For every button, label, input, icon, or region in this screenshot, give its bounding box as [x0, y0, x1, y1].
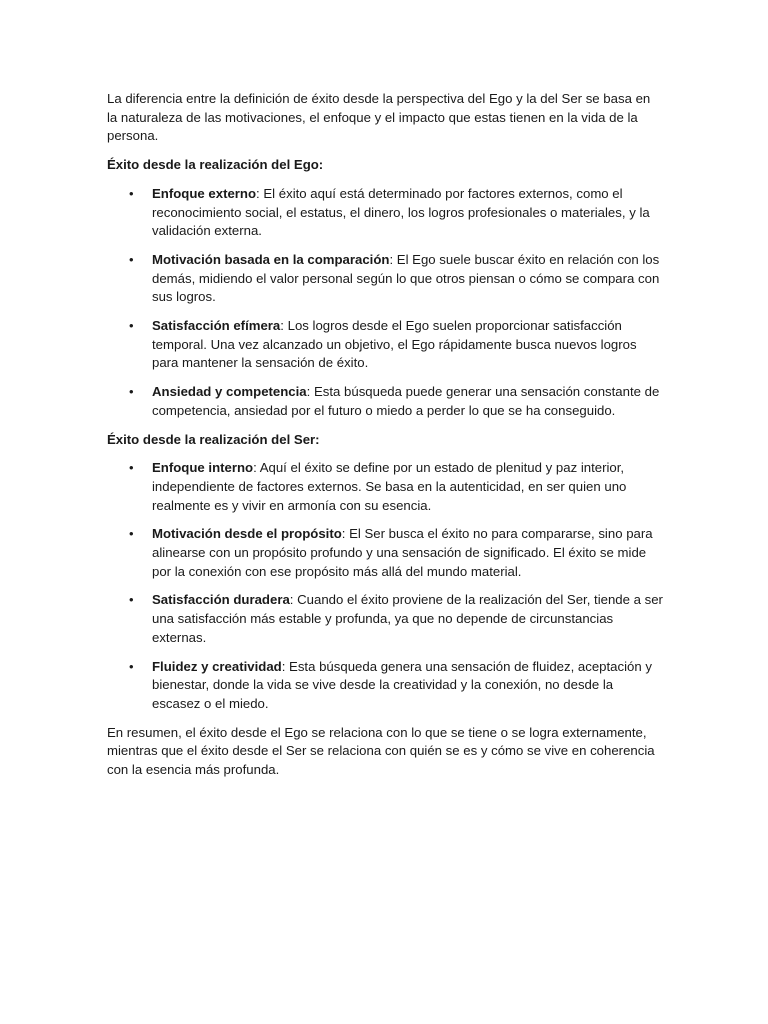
item-text: : Esta búsqueda genera una sensación de fluidez, aceptación y bienestar, donde la vida se vive desde la creatividad y la conexión, no desde la escasez o el miedo.	[152, 658, 652, 711]
item-text: : Esta búsqueda puede generar una sensación constante de competencia, ansiedad por el futuro o miedo a perder lo que se ha conseguido.	[152, 384, 660, 418]
list-item	[107, 185, 663, 241]
ser-section-heading: Éxito desde la realización del Ser:	[107, 431, 320, 447]
item-term: Ansiedad y competencia	[152, 384, 307, 400]
item-term: Motivación desde el propósito	[152, 526, 342, 542]
ego-section-heading: Éxito desde la realización del Ego:	[107, 157, 324, 173]
list-item	[107, 317, 663, 373]
ser-bullet-list	[107, 459, 663, 713]
item-text: : El Ser busca el éxito no para compararse, sino para alinearse con un propósito profundo y una sensación de significado. El éxito se mide por la conexión con ese propósito más allá del mundo material.	[152, 526, 653, 579]
item-text: : El éxito aquí está determinado por factores externos, como el reconocimiento social, el estatus, el dinero, los logros profesionales o materiales, y la validación externa.	[152, 185, 650, 239]
item-term: Fluidez y creatividad	[152, 658, 282, 674]
list-item	[107, 459, 663, 515]
bullet-icon: •	[129, 185, 134, 201]
list-item	[107, 591, 663, 647]
item-text: : Cuando el éxito proviene de la realización del Ser, tiende a ser una satisfacción más estable y profunda, ya que no depende de circunstancias externas.	[152, 592, 663, 645]
bullet-icon: •	[129, 592, 134, 608]
item-text: : Los logros desde el Ego suelen proporcionar satisfacción temporal. Una vez alcanzado un objetivo, el Ego rápidamente busca nuevos logros para mantener la sensación de éxito.	[152, 318, 637, 371]
intro-paragraph: La diferencia entre la definición de éxito desde la perspectiva del Ego y la del Ser se basa en la naturaleza de las motivaciones, el enfoque y el impacto que estas tienen en la vida de la persona.	[107, 91, 651, 144]
bullet-icon: •	[129, 526, 134, 542]
ego-bullet-list	[107, 185, 663, 421]
bullet-icon: •	[129, 384, 134, 400]
conclusion-paragraph: En resumen, el éxito desde el Ego se relaciona con lo que se tiene o se logra externamente, mientras que el éxito desde el Ser se relaciona con quién se es y cómo se vive en coherencia con la esencia más profunda.	[107, 724, 655, 778]
document-page	[107, 90, 663, 790]
item-text: : Aquí el éxito se define por un estado de plenitud y paz interior, independiente de factores externos. Se basa en la autenticidad, en ser quien uno realmente es y vivir en armonía con su esencia.	[152, 460, 627, 513]
item-text: : El Ego suele buscar éxito en relación con los demás, midiendo el valor personal según lo que otros piensan o cómo se compara con sus logros.	[152, 251, 660, 305]
bullet-icon: •	[129, 658, 134, 674]
item-term: Enfoque interno	[152, 460, 254, 476]
item-term: Enfoque externo	[152, 185, 257, 201]
list-item	[107, 383, 663, 420]
bullet-icon: •	[129, 251, 134, 267]
item-term: Motivación basada en la comparación	[152, 251, 390, 267]
item-term: Satisfacción efímera	[152, 318, 281, 334]
item-term: Satisfacción duradera	[152, 592, 290, 608]
bullet-icon: •	[129, 460, 134, 476]
list-item	[107, 658, 663, 714]
list-item	[107, 525, 663, 581]
bullet-icon: •	[129, 318, 134, 334]
list-item	[107, 251, 663, 307]
